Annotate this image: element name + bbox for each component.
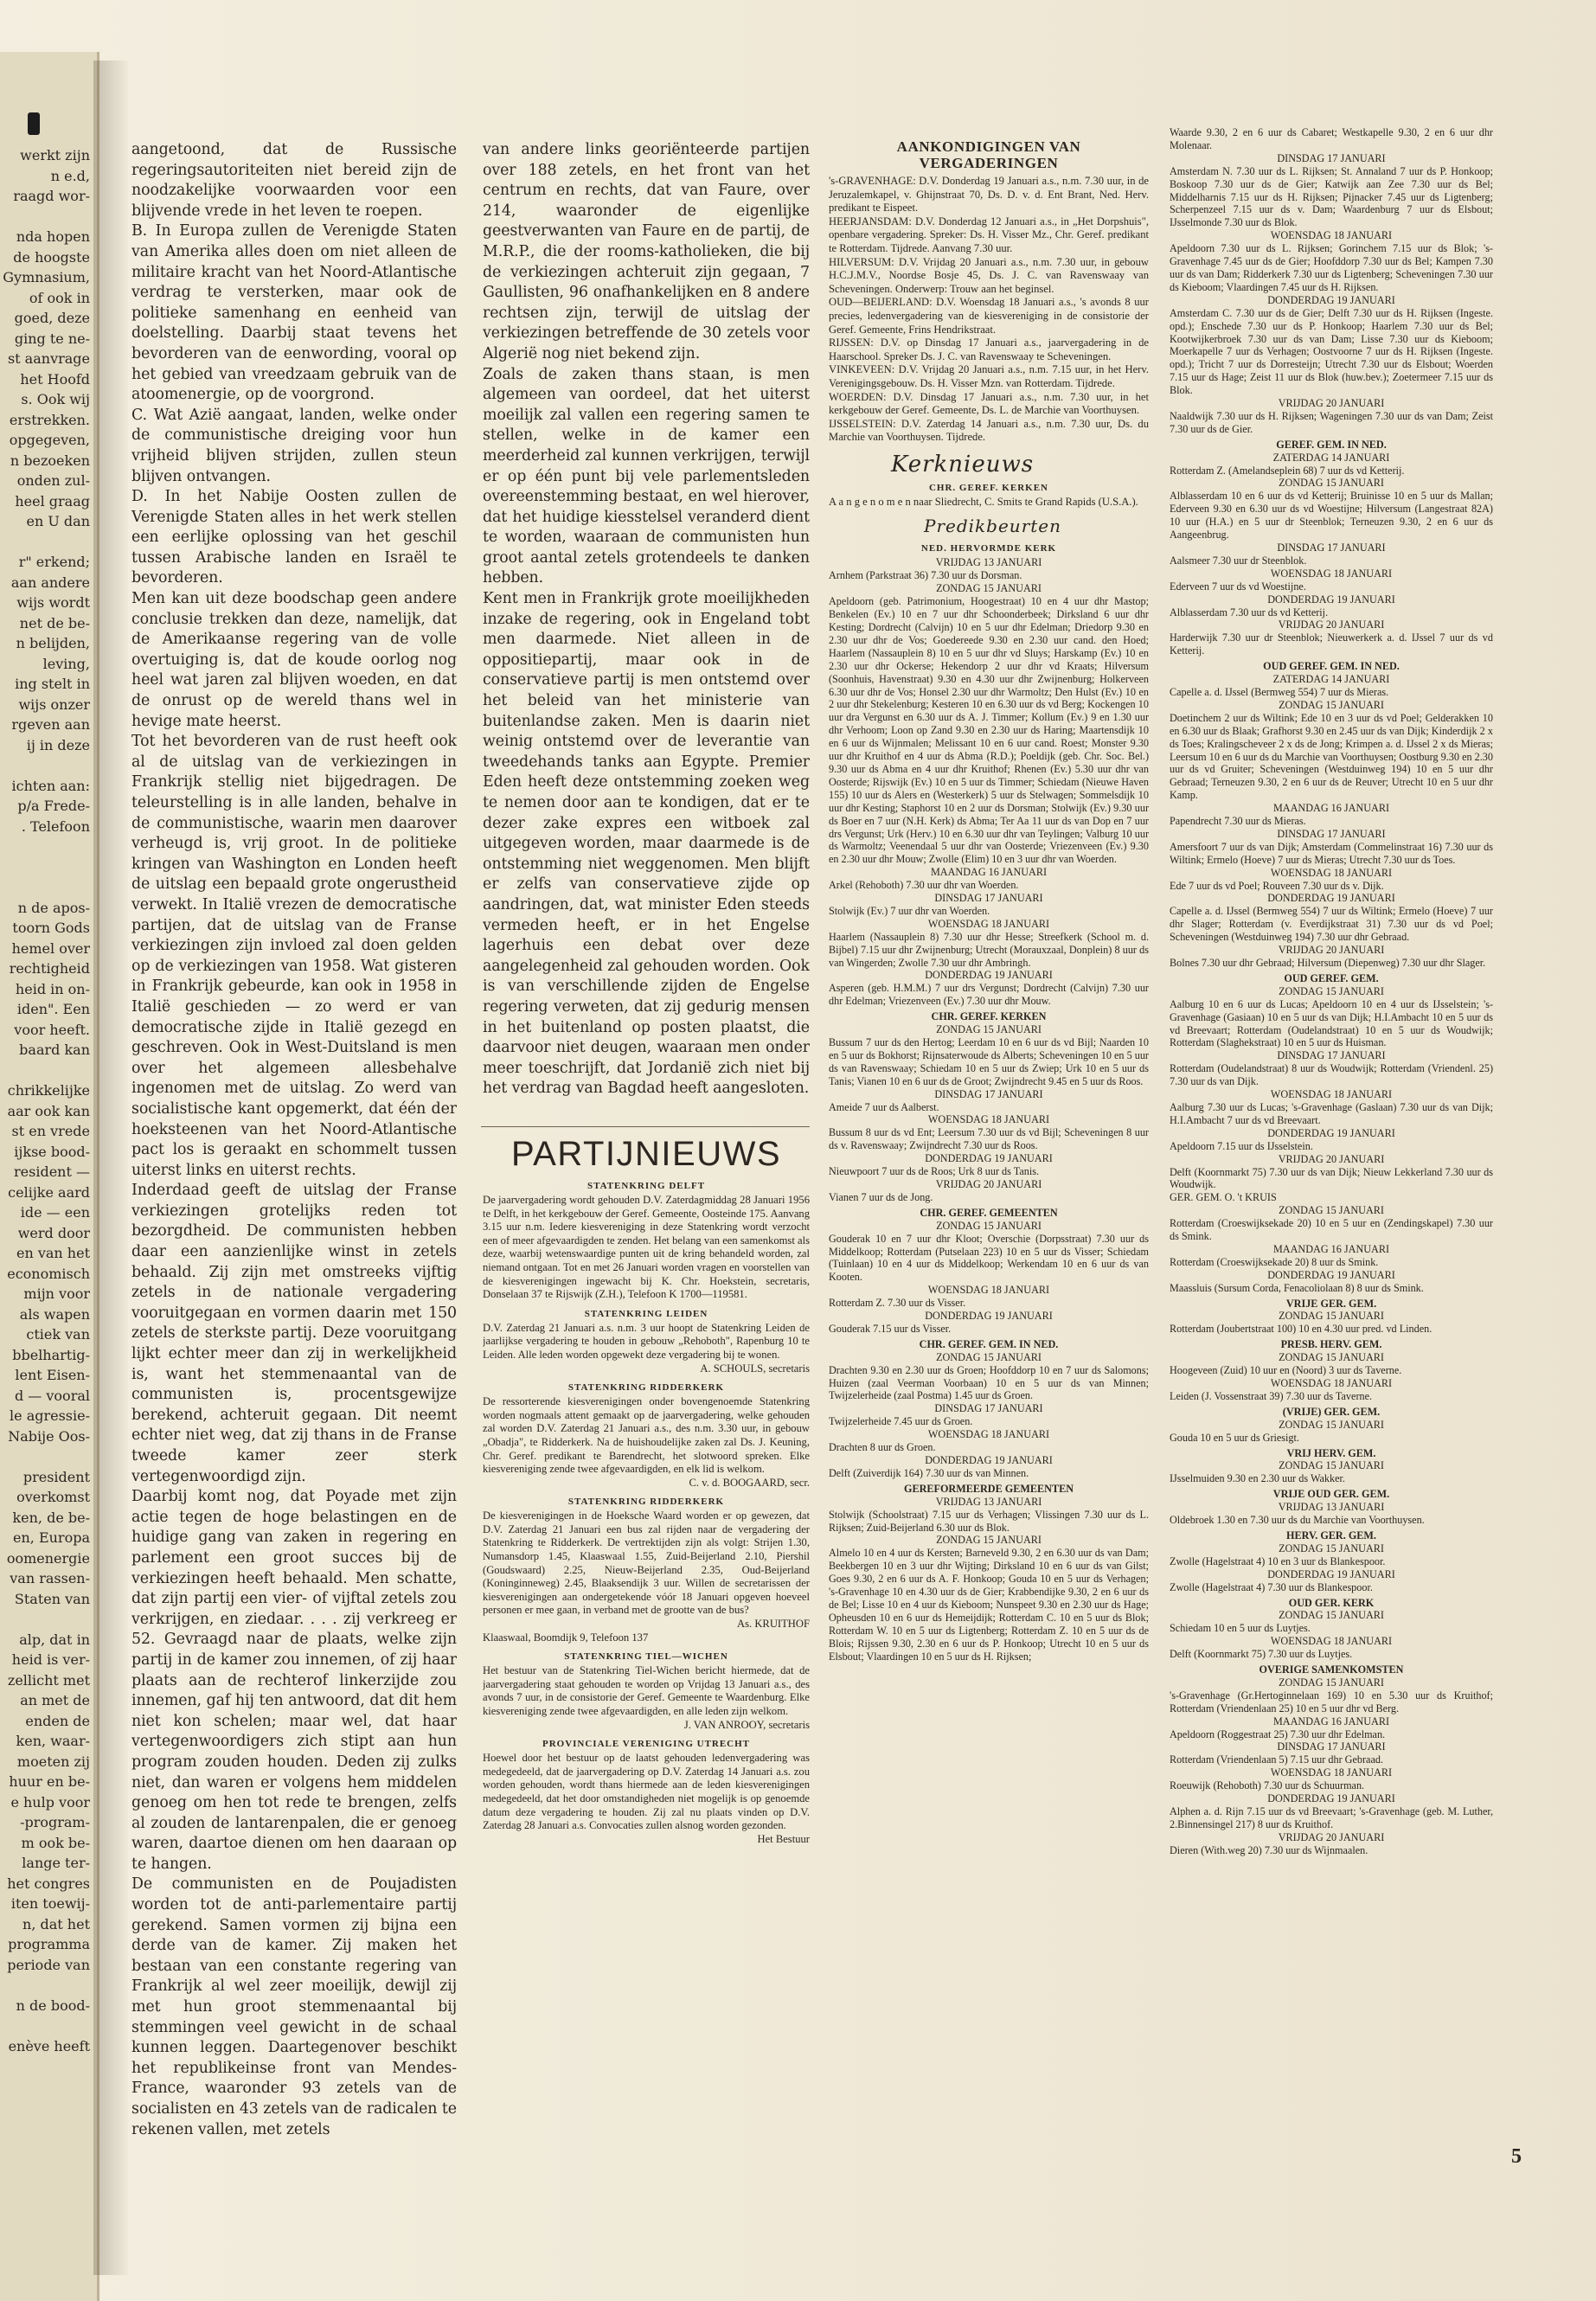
schedule-entry: Stolwijk (Schoolstraat) 7.15 uur ds Verhagen; Vlissingen 7.30 uur ds L. Rijksen; Zuid-Beijerland 6.30 uur ds Blok. <box>829 1508 1149 1534</box>
margin-line: ken, de be- <box>12 1509 90 1526</box>
schedule-entry: Alblasserdam 7.30 uur ds vd Ketterij. <box>1170 606 1329 619</box>
paragraph: van andere links georiënteerde partijen over 188 zetels, en het front van het centrum en rechts, dat van Faure, over 214, waaronder de eigenlijke geestverwanten van Faure en de partij, de M.R.P., die der rooms-katholieken, die bij de verkiezingen achteruit zijn gegaan, 7 Gaullisten, 96 onafhankelijken en 8 andere rechtsen zijn, terwijl de uitslag der verkiezingen betreffende de 30 zetels voor Algerië nog niet bekend zijn. <box>483 141 810 362</box>
schedule-heading: DONDERDAG 19 JANUARI <box>925 1152 1053 1165</box>
margin-line: ij in deze <box>26 736 90 753</box>
schedule-entry: Naaldwijk 7.30 uur ds H. Rijksen; Wageningen 7.30 uur ds van Dam; Zeist 7.30 uur ds de Gier. <box>1170 409 1493 435</box>
schedule-heading: DINSDAG 17 JANUARI <box>1277 542 1386 554</box>
partij-block-heading: STATENKRING DELFT <box>586 1181 706 1191</box>
margin-line: lange ter- <box>22 1855 90 1871</box>
announcement-item: 's-GRAVENHAGE: D.V. Donderdag 19 Januari a.s., n.m. 7.30 uur, in de Jeruzalemkapel, v. Ghijnstraat 70, Ds. D. v. d. Ent Brant, Ned. Herv. predikant te Eispeet. <box>829 175 1149 215</box>
schedule-heading: ZONDAG 15 JANUARI <box>936 1350 1042 1363</box>
schedule-heading: GEREFORMEERDE GEMEENTEN <box>903 1482 1074 1495</box>
partij-block-signature: Klaaswaal, Boomdijk 9, Telefoon 137 <box>483 1631 649 1644</box>
article-column-2 <box>483 140 810 1119</box>
margin-line: het congres <box>7 1875 90 1892</box>
margin-line: moeten zij <box>16 1753 90 1770</box>
margin-line: voor heeft. <box>14 1021 90 1038</box>
schedule-heading: WOENSDAG 18 JANUARI <box>927 917 1050 930</box>
schedule-entry: Haarlem (Nassauplein 8) 7.30 uur dhr Hesse; Streefkerk (School m. d. Bijbel) 7.15 uur dhr Zwijnenburg; Utrecht (Morauxzaal, Donplein) 8 uur ds van Wingerden; Zwolle 7.30 uur dhr Ambringh. <box>829 930 1149 969</box>
predikbeurten-subtitle: NED. HERVORMDE KERK <box>920 543 1057 554</box>
margin-line: huur en be- <box>9 1773 90 1790</box>
announcements-title: AANKONDIGINGEN VAN VERGADERINGEN <box>896 138 1081 171</box>
margin-line: iden". Een <box>16 1001 90 1017</box>
margin-line: p/a Frede- <box>17 798 90 814</box>
schedule-entry: Aalburg 10 en 6 uur ds Lucas; Apeldoorn 10 en 4 uur ds IJsselstein; 's-Gravenhage (Gasiaan) 10 en 5 uur ds van Dijk; H.I.Ambacht 10 en 5 uur ds vd Breevaart; Rotterdam (Oudelandstraat) 10 en 5 uur ds Woudwijk; Rotterdam (Slaghekstraat) 10 en 5 uur ds Huisman. <box>1170 997 1493 1049</box>
schedule-heading: VRIJDAG 13 JANUARI <box>935 556 1042 569</box>
schedule-entry: Drachten 9.30 en 2.30 uur ds Groen; Hoofddorp 10 en 7 uur ds Salomons; Huizen (zaal Veerman Voorbaan) 10 en 5 uur ds van Minnen; Twijzelerheide (zaal Postma) 1.45 uur ds Groen. <box>829 1363 1149 1402</box>
margin-line: net de be- <box>19 614 90 631</box>
schedule-entry: Bussum 7 uur ds den Hertog; Leerdam 10 en 6 uur ds vd Bijl; Naarden 10 en 5 uur ds Bokhorst; Rijnsaterwoude ds Alberts; Scheveningen 10 en 5 uur ds van Ravenswaay; Schiedam 10 en 5 uur ds Zwiep; Urk 10 en 5 uur ds Tanis; Vianen 10 en 6 uur ds de Groot; Zwijndrecht 9.45 en 5 uur ds Roos. <box>829 1036 1149 1087</box>
schedule-entry: Leiden (J. Vossenstraat 39) 7.30 uur ds Taverne. <box>1170 1389 1373 1402</box>
margin-line: aar ook kan <box>7 1102 90 1119</box>
margin-line: an met de <box>20 1692 90 1708</box>
schedule-heading: DONDERDAG 19 JANUARI <box>925 1454 1053 1466</box>
schedule-heading: MAANDAG 16 JANUARI <box>1272 802 1390 815</box>
announcement-item: OUD—BEIJERLAND: D.V. Woensdag 18 Januari a.s., 's avonds 8 uur precies, ledenvergadering van de kiesvereniging in de consistorie der Geref. Gemeente, Frins Hendrikstraat. <box>829 296 1149 336</box>
schedule-heading: ZONDAG 15 JANUARI <box>1279 1541 1384 1554</box>
schedule-entry: Alphen a. d. Rijn 7.15 uur ds vd Breevaart; 's-Gravenhage (geb. M. Luther, 2.Binnensingel 217) 8 uur ds Kruithof. <box>1170 1805 1493 1830</box>
schedule-heading: PRESB. HERV. GEM. <box>1280 1338 1382 1351</box>
margin-line: president <box>22 1468 90 1485</box>
margin-line: bbelhartig- <box>12 1346 90 1363</box>
schedule-entry: Rotterdam (Croeswijksekade 20) 10 en 5 uur en (Zendingskapel) 7.30 uur ds Smink. <box>1170 1217 1493 1243</box>
schedule-entry: Maassluis (Sursum Corda, Fenacoliolaan 8) 8 uur ds Smink. <box>1170 1281 1424 1294</box>
schedule-heading: ZONDAG 15 JANUARI <box>1279 1609 1384 1622</box>
schedule-entry: Arnhem (Parkstraat 36) 7.30 uur ds Dorsman. <box>829 569 1022 582</box>
schedule-entry: Amsterdam C. 7.30 uur ds de Gier; Delft 7.30 uur ds H. Rijksen (Ingeste. opd.); Enschede 7.30 uur ds P. Honkoop; Haarlem 7.30 uur ds Bel; Kootwijkerbroek 7.30 uur ds van Dam; Lisse 7.30 uur ds Kieboom; Moerkapelle 7 uur ds Verhagen; Oostvoorne 7 uur ds H. Rijksen (Ingeste. opd.); Tricht 7 uur ds Dorresteijn; Utrecht 7.30 uur ds Elsbout; Woerden 7.15 uur ds Hage; Zeist 11 uur ds Blok (huw.bev.); Zoetermeer 7.15 uur ds Blok. <box>1170 306 1493 397</box>
margin-line: n de bood- <box>16 1997 90 2014</box>
margin-line: ijkse bood- <box>14 1143 90 1160</box>
announcement-item: HILVERSUM: D.V. Vrijdag 20 Januari a.s., n.m. 7.30 uur, in gebouw H.C.J.M.V., Noordse Bosje 45, Ds. J. C. van Ravenswaay van Scheveningen. Onderwerp: Trouw aan het beginsel. <box>829 255 1149 295</box>
partij-block-signature: Het Bestuur <box>757 1832 810 1845</box>
schedule-heading: ZONDAG 15 JANUARI <box>1279 1310 1384 1323</box>
schedule-entry: Ede 7 uur ds vd Poel; Rouveen 7.30 uur ds v. Dijk. <box>1170 879 1384 892</box>
schedule-heading: VRIJ HERV. GEM. <box>1286 1446 1376 1459</box>
schedule-heading: ZONDAG 15 JANUARI <box>936 1023 1042 1036</box>
binder-clip-icon <box>28 112 40 135</box>
schedule-entry: Gouda 10 en 5 uur ds Griesigt. <box>1170 1431 1299 1444</box>
partij-block-signature: C. v. d. BOOGAARD, secr. <box>689 1476 810 1489</box>
margin-line: n, dat het <box>22 1915 90 1932</box>
schedule-heading: WOENSDAG 18 JANUARI <box>1270 567 1393 580</box>
schedule-entry: Papendrecht 7.30 uur ds Mieras. <box>1170 815 1306 828</box>
margin-line: n de apos- <box>17 899 90 916</box>
service-schedule-list <box>829 556 1149 1663</box>
schedule-heading: DINSDAG 17 JANUARI <box>934 1402 1043 1415</box>
schedule-entry: Doetinchem 2 uur ds Wiltink; Ede 10 en 3 uur ds vd Poel; Gelderakken 10 en 6.30 uur ds Blaak; Grafhorst 9.30 en 2.45 uur ds van Dijk; Kinderdijk 2 x ds Toes; Kralingscheveer 2 x ds de Jong; Krimpen a. d. IJssel 2 x ds Mieras; Leersum 10 en 6 uur ds du Marchie van Voorthuysen; Oostburg 9.30 en 2.30 uur ds vd Gruiter; Scheveningen (Westduinweg 194) 10 en 5 uur dhr Gebraad; Terneuzen 9.30, 2 en 6 uur ds de Reuver; Utrecht 10 en 5 uur dhr Kamp. <box>1170 711 1493 802</box>
service-schedule-column <box>1170 126 1493 2246</box>
schedule-heading: WOENSDAG 18 JANUARI <box>927 1113 1050 1126</box>
margin-line <box>0 755 90 776</box>
margin-line: toorn Gods <box>12 920 90 936</box>
margin-line: heid in on- <box>15 980 90 997</box>
section-rule <box>481 1126 810 1127</box>
schedule-heading: VRIJDAG 20 JANUARI <box>935 1177 1042 1190</box>
margin-line: ken, waar- <box>16 1733 90 1749</box>
schedule-entry: Drachten 8 uur ds Groen. <box>829 1441 936 1454</box>
schedule-heading: VRIJDAG 20 JANUARI <box>1278 397 1385 410</box>
partij-block-text: De ressorterende kiesverenigingen onder bovengenoemde Statenkring worden nogmaals attent gemaakt op de jaarvergadering, welke gehouden zal worden D.V. Zaterdag 21 Januari a.s., des n.m. 3.30 uur, in gebouw „Obadja", te Ridderkerk. Na de huishoudelijke zaken zal Ds. J. Keuning, Chr. Geref. predikant te Barendrecht, het slotwoord spreken. Elke kiesvereniging zende twee afgevaardigden, en elk lid is welkom. <box>483 1395 810 1476</box>
margin-line: goed, deze <box>14 310 90 326</box>
schedule-heading: VRIJE OUD GER. GEM. <box>1272 1488 1390 1501</box>
margin-line: ing stelt in <box>15 676 90 692</box>
paragraph: D. In het Nabije Oosten zullen de Verenigde Staten alles in het werk stellen een eerlijke oplossing van het geschil tussen Arabische landen en Israël te bevorderen. <box>131 488 457 587</box>
announcement-item: VINKEVEEN: D.V. Vrijdag 20 Januari a.s., n.m. 7.15 uur, in het Herv. Verenigingsgebouw. Ds. H. Visser Mzn. van Rotterdam. Tijdrede. <box>829 363 1149 389</box>
schedule-entry: Apeldoorn 7.15 uur ds IJsselstein. <box>1170 1139 1313 1152</box>
kerknieuws-subtitle: CHR. GEREF. KERKEN <box>928 482 1048 493</box>
partij-block-heading: STATENKRING RIDDERKERK <box>567 1497 725 1508</box>
schedule-heading: MAANDAG 16 JANUARI <box>1272 1242 1390 1255</box>
margin-line: e hulp voor <box>10 1793 90 1811</box>
schedule-heading: DONDERDAG 19 JANUARI <box>925 969 1053 982</box>
margin-line: ichten aan: <box>11 777 90 794</box>
margin-line: zellicht met <box>7 1671 90 1689</box>
margin-line: Nabije Oos- <box>8 1427 90 1445</box>
schedule-heading: DINSDAG 17 JANUARI <box>1277 151 1386 164</box>
schedule-heading: ZONDAG 15 JANUARI <box>936 1219 1042 1232</box>
partij-block-heading: STATENKRING RIDDERKERK <box>567 1382 725 1394</box>
margin-line: -program- <box>20 1814 90 1830</box>
partij-block-heading: PROVINCIALE VERENIGING UTRECHT <box>542 1739 751 1750</box>
schedule-heading: DONDERDAG 19 JANUARI <box>1267 1126 1395 1139</box>
schedule-entry: Oldebroek 1.30 en 7.30 uur ds du Marchie van Voorthuysen. <box>1170 1514 1425 1527</box>
schedule-entry: Harderwijk 7.30 uur dr Steenblok; Nieuwerkerk a. d. IJssel 7 uur ds vd Ketterij. <box>1170 631 1493 657</box>
margin-line: van rassen- <box>10 1570 90 1586</box>
schedule-heading: (VRIJE) GER. GEM. <box>1282 1405 1381 1418</box>
article-column-1 <box>131 140 457 2244</box>
margin-line <box>0 1446 90 1467</box>
schedule-entry: Almelo 10 en 4 uur ds Kersten; Barneveld 9.30, 2 en 6.30 uur ds van Dam; Beekbergen 10 en 3 uur dhr Wijting; Dirksland 10 en 6 uur ds van Gilst; Goes 9.30, 2 en 6 uur ds A. F. Honkoop; Gouda 10 en 5 uur ds Verhagen; 's-Gravenhage 10 en 4.30 uur ds de Gier; Krabbendijke 9.30, 2 en 6 uur ds de Bel; Lisse 10 en 4 uur ds Kieboom; Nunspeet 9.30 en 2.30 uur ds Hage; Opheusden 10 en 6 uur ds Hemeijdijk; Rotterdam C. 10 en 5 uur ds Blok; Rotterdam W. 10 en 5 uur ds Ligtenberg; Rotterdam Z. 10 en 5 uur ds de Blois; Rijssen 9.30, 2.30 en 6 uur ds P. Honkoop; Utrecht 10 en 5 uur ds Elsbout; Vlaardingen 10 en 5 uur ds H. Rijksen; <box>829 1547 1149 1663</box>
margin-line: m ook be- <box>21 1834 90 1851</box>
margin-line <box>0 532 90 553</box>
schedule-heading: OVERIGE SAMENKOMSTEN <box>1259 1663 1404 1676</box>
margin-line: programma <box>8 1936 90 1952</box>
schedule-entry: Hoogeveen (Zuid) 10 uur en (Noord) 3 uur ds Taverne. <box>1170 1364 1402 1377</box>
schedule-heading: CHR. GEREF. GEM. IN NED. <box>919 1337 1059 1350</box>
margin-line: lent Eisen- <box>15 1367 90 1383</box>
schedule-heading: VRIJDAG 13 JANUARI <box>935 1495 1042 1508</box>
margin-line: raagd wor- <box>13 188 90 204</box>
schedule-entry: Arkel (Rehoboth) 7.30 uur dhr van Woerden. <box>829 879 1019 892</box>
schedule-entry: Nieuwpoort 7 uur ds de Roos; Urk 8 uur ds Tanis. <box>829 1165 1039 1178</box>
schedule-heading: ZATERDAG 14 JANUARI <box>1272 673 1390 686</box>
margin-line: n bezoeken <box>10 452 90 469</box>
announcement-item: IJSSELSTEIN: D.V. Zaterdag 14 Januari a.s., n.m. 7.30 uur, Ds. du Marchie van Voorthuysen. Tijdrede. <box>829 417 1149 444</box>
margin-line: st aanvrage <box>7 350 90 367</box>
schedule-entry: Stolwijk (Ev.) 7 uur dhr van Woerden. <box>829 904 990 917</box>
schedule-entry: Ameide 7 uur ds Aalberst. <box>829 1100 939 1113</box>
schedule-entry: Zwolle (Hagelstraat 4) 7.30 uur ds Blankespoor. <box>1170 1580 1373 1593</box>
schedule-entry: Aalsmeer 7.30 uur dr Steenblok. <box>1170 554 1307 567</box>
margin-line: en, Europa <box>13 1529 90 1546</box>
schedule-heading: WOENSDAG 18 JANUARI <box>1270 229 1393 242</box>
schedule-heading: ZONDAG 15 JANUARI <box>1279 477 1384 490</box>
schedule-heading: ZONDAG 15 JANUARI <box>936 582 1042 595</box>
schedule-heading: DONDERDAG 19 JANUARI <box>1267 293 1395 306</box>
schedule-entry: Gouderak 10 en 7 uur dhr Kloot; Overschie (Dorpsstraat) 7.30 uur ds Middelkoop; Rotterdam (Putselaan 223) 10 en 5 uur ds Visser; Schiedam (Tuinlaan) 10 en 4 uur ds Middelkoop; Werkendam 10 en 6 uur ds van Kooten. <box>829 1232 1149 1284</box>
margin-line: aan andere <box>10 574 90 591</box>
schedule-heading: WOENSDAG 18 JANUARI <box>1270 1088 1393 1101</box>
schedule-heading: ZONDAG 15 JANUARI <box>1279 698 1384 711</box>
schedule-entry: Aalburg 7.30 uur ds Lucas; 's-Gravenhage (Gaslaan) 7.30 uur ds van Dijk; H.I.Ambacht 7 uur ds vd Breevaart. <box>1170 1100 1493 1126</box>
schedule-entry: Apeldoorn (geb. Patrimonium, Hoogestraat) 10 en 4 uur dhr Mastop; Benkelen (Ev.) 10 en 7 uur dhr Schoonderbeek; Dirksland 6 uur dhr Kesting; Dordrecht (Calvijn) 10 en 5 uur dhr Edelman; Driedorp 9.30 en 2.30 uur dhr de Vos; Goedereede 9.30 en 2.30 uur cand. den Hoed; Haarlem (Nassauplein 8) 10 en 5 uur dhr vd Sluys; Harskamp (Ev.) 10 en 2.30 uur dhr Ockerse; Hekendorp 2 uur dhr vd Kraats; Hilversum (Soonhuis, Havenstraat) 9.30 en 4.30 uur dhr Zwijnenburg; Holkerveen 6.30 uur dhr de Vos; Honsel 2.30 uur dhr Warmoltz; Den Hulst (Ev.) 10 en 2 uur dhr Stekelenburg; Kesteren 10 en 6.30 uur ds vd Berg; Kockengen 10 uur dra Vergunst en 6.30 uur ds A. J. Timmer; Kollum (Ev.) 9 en 1.30 uur dhr Verhoom; Loon op Zand 9.30 en 2.30 uur ds Haring; Maartensdijk 10 en 6 uur ds Wijnmalen; Melissant 10 en 6 uur cand. Roest; Monster 9.30 uur dhr Kruithof en 4 uur ds Abma (R.D.); Poeldijk (geb. Chr. Soc. Bel.) 9.30 uur ds Abma en 4 uur dhr Kruithof; Rhenen (Ev.) 5.30 uur dhr van Oosterde; Rijswijk (Ev.) 10 en 5 uur ds Timmer; Schiedam (Nieuwe Haven 155) 10 uur ds Alers en (Westerkerk) 5 uur ds Stelwagen; Sommelsdijk 10 uur dhr Kesting; Staphorst 10 en 2 uur ds Dorsman; Stolwijk (Ev.) 9.30 uur ds Boer en 7 uur (N.H. Kerk) ds Abma; Ter Aa 11 uur ds van Dop en 7 uur drs Vergunst; Urk (Herv.) 10 en 6.30 uur dhr van Teylingen; Valburg 10 uur ds Warmoltz; Veenendaal 5 uur dhr van Oosterde; Vriezenveen (Ev.) 9.30 en 2.30 uur dhr Mouw; Zwolle (Elim) 10 en 3 uur dhr van Woerden. <box>829 595 1149 866</box>
announcements-text <box>829 175 1149 445</box>
schedule-heading: DINSDAG 17 JANUARI <box>934 892 1043 905</box>
schedule-heading: OUD GEREF. GEM. <box>1284 971 1379 984</box>
margin-line: hemel over <box>11 939 90 957</box>
schedule-entry: Vianen 7 uur ds de Jong. <box>829 1190 933 1203</box>
schedule-heading: DONDERDAG 19 JANUARI <box>1267 1268 1395 1281</box>
margin-line <box>0 2016 90 2036</box>
schedule-heading: WOENSDAG 18 JANUARI <box>927 1428 1050 1441</box>
schedule-entry: Delft (Zuiverdijk 164) 7.30 uur ds van Minnen. <box>829 1466 1029 1479</box>
schedule-entry: Rotterdam (Vriendenlaan 5) 7.15 uur dhr Gebraad. <box>1170 1753 1383 1766</box>
announcement-item: RIJSSEN: D.V. op Dinsdag 17 Januari a.s., jaarvergadering in de Haarschool. Spreker Ds. J. C. van Ravenswaay te Scheveningen. <box>829 336 1149 362</box>
margin-line: leving, <box>42 655 90 672</box>
partij-block-signature: As. KRUITHOF <box>737 1618 810 1631</box>
schedule-heading: DONDERDAG 19 JANUARI <box>1267 593 1395 606</box>
margin-line: chrikkelijke <box>7 1082 90 1099</box>
paragraph: C. Wat Azië aangaat, landen, welke onder de communistische dreiging voor hun vrijheid blijven strijden, zullen steun blijven ontvangen. <box>131 406 457 485</box>
margin-line <box>0 836 90 857</box>
schedule-heading: DONDERDAG 19 JANUARI <box>925 1310 1053 1323</box>
predikbeurten-title: Predikbeurten <box>924 516 1062 537</box>
margin-line: wijs wordt <box>16 594 90 611</box>
margin-line: ging te ne- <box>14 330 90 347</box>
margin-line: als wapen <box>19 1305 90 1323</box>
schedule-heading: ZONDAG 15 JANUARI <box>1279 1351 1384 1364</box>
schedule-entry: Twijzelerheide 7.45 uur ds Groen. <box>829 1415 973 1428</box>
schedule-heading: ZONDAG 15 JANUARI <box>936 1534 1042 1547</box>
binding-strip <box>0 52 99 2301</box>
schedule-entry: Rotterdam Z. 7.30 uur ds Visser. <box>829 1297 966 1310</box>
paragraph: B. In Europa zullen de Verenigde Staten van Amerika alles doen om niet alleen de militaire kracht van het Noord-Atlantische verdrag te versterken, maar ook de politieke samenhang en eenheid van doelstelling. Daarbij staat tevens het bevorderen van de eenwording, vooral op het gebied van vreedzaam gebruik van de atoomenergie, op de voorgrond. <box>131 222 457 404</box>
partijnieuws-title: PARTIJNIEUWS <box>510 1135 782 1173</box>
paragraph: Men kan uit deze boodschap geen andere conclusie trekken dan deze, namelijk, dat de Amerikaanse regering van de volle overtuiging is, dat de koude oorlog nog heel wat jaren zal blijven woeden, en dat de onrust op de wereld thans wel in hevige mate heerst. <box>131 590 457 730</box>
announcement-item: WOERDEN: D.V. Dinsdag 17 Januari a.s., n.m. 7.30 uur, in het kerkgebouw der Geref. Gemeente, Ds. L. de Marchie van Voorthuysen. <box>829 390 1149 417</box>
margin-line <box>0 877 90 898</box>
schedule-heading: ZONDAG 15 JANUARI <box>1279 1676 1384 1689</box>
margin-line: le agressie- <box>10 1407 90 1424</box>
schedule-entry: Amersfoort 7 uur ds van Dijk; Amsterdam (Commelinstraat 16) 7.30 uur ds Wiltink; Ermelo (Hoeve) 7 uur ds Mieras; Utrecht 7.30 uur ds Toes. <box>1170 840 1493 866</box>
paragraph: Kent men in Frankrijk grote moeilijkheden inzake de regering, ook in Engeland tobt men daarmede. Niet alleen in de oppositiepartij, maar ook in de conservatieve partij is men ontstemd over het beleid van het ministerie van buitenlandse zaken. Men is daarin niet weinig ontstemd over de leverantie van tweedehands tanks aan Egypte. Premier Eden heeft deze ontstemming zoeken weg te nemen door aan te kondigen, dat er te dezer zake expres een witboek zal uitgegeven worden, maar daarmede is de ontstemming niet weggenomen. Men blijft er zelfs van conservatieve zijde op aandringen, dat, wat minister Eden steeds vermeden heeft, er in het Engelse lagerhuis een debat over deze aangelegenheid zal gehouden worden. Ook is van verschillende zijden de Engelse regering verweten, dat zij gedurig mensen in het buitenland op posten plaatst, die daarvoor niet deugen, waaraan men onder meer toeschrijft, dat Jordanië zich niet bij het verdrag van Bagdad heeft aangesloten. <box>483 590 810 1098</box>
margin-line: erstrekken. <box>9 411 90 428</box>
schedule-heading: DINSDAG 17 JANUARI <box>934 1087 1043 1100</box>
partij-block-text: De jaarvergadering wordt gehouden D.V. Zaterdagmiddag 28 Januari 1956 te Delft, in het kerkgebouw der Geref. Gemeente, Oosteinde 175. Aanvang 3.15 uur n.m. Iedere kiesvereniging in deze Statenkring wordt verzocht een of meer afgevaardigden te zenden. Het belang van een samenkomst als deze, waarbij wetenswaardige punten uit de kring behandeld worden, zal niemand ontgaan. Tot en met 26 Januari worden vragen en voorstellen van de kiesverenigingen ingewacht bij K. Chr. Hoekstein, secretaris, Donselaan 37 te Rijswijk (Z.H.), Telefoon K 1700—119581. <box>483 1194 810 1301</box>
partij-block-text: D.V. Zaterdag 21 Januari a.s. n.m. 3 uur hoopt de Statenkring Leiden de jaarlijkse vergadering te houden in gebouw „Rehoboth", Rapenburg 10 te Leiden. Alle leden worden opgewekt deze vergadering bij te wonen. <box>483 1321 810 1361</box>
margin-line: rgeven aan <box>11 716 90 733</box>
margin-line <box>0 1609 90 1630</box>
margin-line: mijn voor <box>23 1285 90 1302</box>
paragraph: Zoals de zaken thans staan, is men algemeen van oordeel, dat het uiterst moeilijk zal vallen een regering samen te stellen, welke in de kamer een meerderheid zal kunnen verkrijgen, terwijl er op één punt bij vele parlementsleden overeenstemming bestaat, en wel hierover, dat het huidige kiesstelsel veranderd dient te worden, waaraan de communisten hun groot aantal zetels grotendeels te danken hebben. <box>483 365 810 587</box>
schedule-heading: VRIJE GER. GEM. <box>1285 1297 1377 1310</box>
margin-line: d — vooral <box>14 1387 90 1404</box>
schedule-heading: MAANDAG 16 JANUARI <box>1272 1715 1390 1727</box>
schedule-entry: Bussum 8 uur ds vd Ent; Leersum 7.30 uur ds vd Bijl; Scheveningen 8 uur ds v. Ravenswaay; Zwijndrecht 7.30 uur ds Roos. <box>829 1126 1149 1152</box>
margin-line: heel graag <box>15 492 90 510</box>
margin-line: werd door <box>17 1224 90 1241</box>
schedule-entry: Apeldoorn 7.30 uur ds L. Rijksen; Gorinchem 7.15 uur ds Blok; 's-Gravenhage 7.45 uur ds de Gier; Hoofddorp 7.30 uur ds Bel; Kampen 7.30 uur ds van Dam; Ridderkerk 7.30 uur ds Ligtenberg; Scheveningen 7.30 uur ds Kieboom; Vlaardingen 7.45 uur ds H. Rijksen. <box>1170 242 1493 293</box>
margin-line: alp, dat in <box>19 1631 90 1648</box>
schedule-entry: Dieren (With.weg 20) 7.30 uur ds Wijnmaalen. <box>1170 1843 1368 1856</box>
margin-line: resident — <box>14 1163 90 1180</box>
schedule-heading: ZONDAG 15 JANUARI <box>1279 984 1384 997</box>
schedule-heading: HERV. GER. GEM. <box>1286 1529 1376 1541</box>
margin-line: . Telefoon <box>21 817 90 835</box>
kerknieuws-text: A a n g e n o m e n naar Sliedrecht, C. Smits te Grand Rapids (U.S.A.). <box>829 495 1138 508</box>
schedule-entry: Apeldoorn (Roggestraat 25) 7.30 uur dhr Edelman. <box>1170 1727 1386 1740</box>
schedule-heading: VRIJDAG 20 JANUARI <box>1278 1152 1385 1165</box>
margin-line <box>0 1975 90 1996</box>
partij-block-signature: A. SCHOULS, secretaris <box>700 1362 810 1375</box>
schedule-heading: CHR. GEREF. GEMEENTEN <box>920 1206 1058 1219</box>
schedule-heading: WOENSDAG 18 JANUARI <box>1270 866 1393 879</box>
schedule-entry: Asperen (geb. H.M.M.) 7 uur drs Vergunst; Dordrecht (Calvijn) 7.30 uur dhr Edelman; Vriezenveen (Ev.) 7.30 uur dhr Mouw. <box>829 982 1149 1008</box>
schedule-entry: Rotterdam Z. (Amelandseplein 68) 7 uur ds vd Ketterij. <box>1170 464 1405 477</box>
margin-line: werkt zijn <box>20 147 90 163</box>
schedule-heading: OUD GER. KERK <box>1288 1596 1375 1609</box>
margin-line: opgegeven, <box>9 432 90 448</box>
margin-line: baard kan <box>19 1042 90 1058</box>
schedule-heading: WOENSDAG 18 JANUARI <box>1270 1377 1393 1389</box>
schedule-heading: GEREF. GEM. IN NED. <box>1276 438 1387 451</box>
schedule-entry: Bolnes 7.30 uur dhr Gebraad; Hilversum (Diepenweg) 7.30 uur dhr Slager. <box>1170 957 1486 969</box>
margin-line: st en vrede <box>11 1123 90 1139</box>
paragraph: aangetoond, dat de Russische regeringsautoriteiten niet bereid zijn de noodzakelijke voorwaarden voor een blijvende vrede in het leven te roepen. <box>131 141 457 220</box>
schedule-heading: ZONDAG 15 JANUARI <box>1279 1459 1384 1472</box>
paragraph: Tot het bevorderen van de rust heeft ook al de uitslag van de verkiezingen in Frankrijk stellig niet bijgedragen. De teleurstelling is in alle landen, behalve in de communistische, waarin men daarover verheugd is, vrij groot. In de politieke kringen van Washington en Londen heeft de uitslag een bepaald grote ongerustheid verwekt. In Italië vrezen de democratische partijen, dat de uitslag van de Franse verkiezingen zijn invloed zal doen gelden op de verkiezingen van 1958. Wat gisteren in Frankrijk gebeurde, kan ook in 1958 in Italië geschieden — zo werd er van democratische zijde in Italië gezegd en geschreven. Ook in West-Duitsland is men over het algemeen allesbehalve ingenomen met de uitslag. Zo werd van socialistische kant opgemerkt, dat één der hoeksteenen van het Noord-Atlantische pact los is geraakt en schommelt tussen uiterst links en uiterst rechts. <box>131 733 457 1179</box>
schedule-entry: Alblasserdam 10 en 6 uur ds vd Ketterij; Bruinisse 10 en 5 uur ds Mallan; Ederveen 9.30 en 6.30 uur ds vd Woestijne; Hilversum (Langestraat 82A) 10 uur (H.A.) en 5 uur dr Steenblok; Terneuzen 9.30, 2 en 6 uur ds Aangeenbrug. <box>1170 490 1493 542</box>
margin-line: oomenergie <box>6 1549 90 1567</box>
margin-line: de hoogste <box>13 248 90 266</box>
schedule-heading: WOENSDAG 18 JANUARI <box>1270 1766 1393 1779</box>
schedule-entry: Capelle a. d. IJssel (Bermweg 554) 7 uur ds Mieras. <box>1170 685 1389 698</box>
margin-line: onden zul- <box>16 472 90 489</box>
announcements-column <box>829 138 1149 2249</box>
schedule-entry: GER. GEM. O. 't KRUIS <box>1170 1191 1277 1204</box>
page-number: 5 <box>1511 2145 1522 2168</box>
margin-line: n belijden, <box>16 635 90 651</box>
margin-line: s. Ook wij <box>21 391 90 407</box>
partij-block-signature: J. VAN ANROOY, secretaris <box>683 1718 810 1731</box>
margin-line: ide — een <box>20 1204 90 1221</box>
partij-block-heading: STATENKRING LEIDEN <box>584 1308 708 1319</box>
announcement-item: HEERJANSDAM: D.V. Donderdag 12 Januari a.s., in „Het Dorpshuis", openbare vergadering. Spreker: Ds. H. Visser Mz., Chr. Geref. predikant te Rotterdam. Tijdrede. Aanvang 7.30 uur. <box>829 215 1149 254</box>
schedule-heading: VRIJDAG 20 JANUARI <box>1278 619 1385 631</box>
schedule-entry: Delft (Koornmarkt 75) 7.30 uur ds van Dijk; Nieuw Lekkerland 7.30 uur ds Woudwijk. <box>1170 1165 1493 1191</box>
schedule-heading: WOENSDAG 18 JANUARI <box>927 1284 1050 1297</box>
schedule-entry: Roeuwijk (Rehoboth) 7.30 uur ds Schuurman. <box>1170 1779 1365 1792</box>
schedule-heading: VRIJDAG 20 JANUARI <box>1278 1830 1385 1843</box>
margin-line: periode van <box>7 1956 90 1973</box>
schedule-heading: DINSDAG 17 JANUARI <box>1277 827 1386 840</box>
paragraph: Daarbij komt nog, dat Poyade met zijn actie tegen de hoge belastingen en de huidige gang van zaken in regering en parlement een groot succes bij de verkiezingen heeft behaald. Men schatte, dat zijn partij een vier- of vijftal zetels zou verkrijgen, en ziedaar. . . . zij verkreeg er 52. Gevraagd naar de plaats, welke zijn partij in de kamer zou innemen, of zij haar plaats aan de rechterof linkerzijde zou innemen, gaf hij ten antwoord, dat dit hem niet kon schelen; maar wel, dat haar vertegenwoordigers zich stipt aan hun program zouden houden. Deden zij zulks niet, dan waren er volgens hem middelen genoeg om hen tot rede te brengen, zelfs al zouden de lantarenpalen, die er genoeg waren, daartoe dienen om hen daaraan op te hangen. <box>131 1488 457 1873</box>
margin-line: of ook in <box>29 289 90 306</box>
margin-line: wijs onzer <box>18 695 90 713</box>
margin-line <box>0 1061 90 1081</box>
schedule-heading: ZONDAG 15 JANUARI <box>1279 1418 1384 1431</box>
schedule-heading: DONDERDAG 19 JANUARI <box>1267 1792 1395 1805</box>
schedule-heading: DONDERDAG 19 JANUARI <box>1267 1567 1395 1580</box>
partij-block-text: Het bestuur van de Statenkring Tiel-Wichen bericht hiermede, dat de jaarvergadering staat gehouden te worden op Vrijdag 13 Januari a.s., des avonds 7 uur, in de consistorie der Geref. Gemeente te Waardenburg. Elke kiesvereniging zende twee afgevaardigden, en alle leden zijn welkom. <box>483 1664 810 1717</box>
margin-line: nda hopen <box>16 228 90 245</box>
schedule-entry: Waarde 9.30, 2 en 6 uur ds Cabaret; Westkapelle 9.30, 2 en 6 uur dhr Molenaar. <box>1170 126 1493 151</box>
schedule-heading: DONDERDAG 19 JANUARI <box>1267 892 1395 905</box>
partij-block-heading: STATENKRING TIEL—WICHEN <box>564 1651 728 1663</box>
margin-line: en U dan <box>26 513 90 529</box>
margin-line: Gymnasium, <box>3 269 90 285</box>
schedule-entry: Zwolle (Hagelstraat 4) 10 en 3 uur ds Blankespoor. <box>1170 1554 1386 1567</box>
schedule-entry: Ederveen 7 uur ds vd Woestijne. <box>1170 580 1306 593</box>
schedule-heading: VRIJDAG 20 JANUARI <box>1278 944 1385 957</box>
schedule-entry: Gouderak 7.15 uur ds Visser. <box>829 1322 952 1335</box>
schedule-heading: WOENSDAG 18 JANUARI <box>1270 1635 1393 1648</box>
partij-block-text: Hoewel door het bestuur op de laatst gehouden ledenvergadering was medegedeeld, dat de jaarvergadering op D.V. Zaterdag 14 Januari a.s. zou worden gehouden, wordt thans hiermede aan de leden kiesverenigingen medegedeeld, dat het door omstandigheden niet mogelijk is op genoemde datum deze vergadering te houden. Zij zal nu plaats vinden op D.V. Zaterdag 28 Januari a.s. Convocaties zullen alsnog worden gezonden. <box>483 1752 810 1832</box>
schedule-entry: Rotterdam (Oudelandstraat) 8 uur ds Woudwijk; Rotterdam (Vriendenl. 25) 7.30 uur ds van Dijk. <box>1170 1062 1493 1088</box>
margin-line: n e.d, <box>50 167 90 184</box>
margin-line: rechtigheid <box>9 960 90 977</box>
margin-line: economisch <box>7 1265 90 1282</box>
paragraph: Inderdaad geeft de uitslag der Franse verkiezingen grotelijks reden tot bezorgdheid. De communisten hebben daar een aanzienlijke winst in zetels behaald. Zij zijn met omstreeks vijftig zetels in de nationale vergadering vooruitgegaan en vormen daarin met 150 zetels de sterkste partij. Deze vooruitgang lijkt echter meer dan zij in werkelijkheid is, want het stemmenaantal van de communisten is, procentsgewijze berekend, achteruit gegaan. Dit neemt echter niet weg, dat zij thans in de Franse tweede kamer zeer sterk vertegenwoordigd zijn. <box>131 1182 457 1485</box>
margin-line: het Hoofd <box>20 370 90 388</box>
margin-line: iten toewij- <box>10 1895 90 1912</box>
schedule-entry: Amsterdam N. 7.30 uur ds L. Rijksen; St. Annaland 7 uur ds P. Honkoop; Boskoop 7.30 uur ds de Gier; Katwijk aan Zee 7.30 uur ds Bel; Middelharnis 7.15 uur ds H. Rijksen; Pijnacker 7.45 uur ds Ligtenberg; Scherpenzeel 7.15 uur ds v. Dam; Waardenburg 7 uur ds Elsbout; IJsselmonde 7.30 uur ds Blok. <box>1170 164 1493 229</box>
margin-line: Staten van <box>14 1590 90 1607</box>
schedule-heading: VRIJDAG 13 JANUARI <box>1278 1501 1385 1514</box>
schedule-entry: 's-Gravenhage (Gr.Hertoginnelaan 169) 10 en 5.30 uur ds Kruithof; Rotterdam (Vriendenlaan 25) 10 en 5 uur dhr vd Berg. <box>1170 1689 1493 1715</box>
margin-line <box>0 207 90 228</box>
margin-line: en van het <box>16 1245 90 1261</box>
schedule-heading: MAANDAG 16 JANUARI <box>930 866 1048 879</box>
schedule-entry: Rotterdam (Croeswijksekade 20) 8 uur ds Smink. <box>1170 1255 1379 1268</box>
margin-line <box>0 857 90 878</box>
schedule-heading: ZATERDAG 14 JANUARI <box>1272 451 1390 464</box>
partijnieuws-section <box>483 1135 810 2251</box>
schedule-heading: ZONDAG 15 JANUARI <box>1279 1204 1384 1217</box>
margin-line: ctiek van <box>26 1326 90 1343</box>
schedule-entry: IJsselmuiden 9.30 en 2.30 uur ds Wakker. <box>1170 1472 1345 1485</box>
margin-line: enève heeft <box>8 2037 90 2054</box>
schedule-heading: OUD GEREF. GEM. IN NED. <box>1263 660 1400 673</box>
margin-line: r" erkend; <box>18 554 90 570</box>
margin-line: heid is ver- <box>11 1651 90 1668</box>
previous-page-margin-text <box>0 145 95 2291</box>
partij-block-text: De kiesverenigingen in de Hoeksche Waard worden er op gewezen, dat D.V. Zaterdag 21 Januari een bus zal rijden naar de vergadering der Statenkring te Ridderkerk. De vertrektijden zijn als volgt: Strijen 1.30, Numansdorp 1.45, Klaaswaal 1.55, Zuid-Beijerland 2.10, Piershil (Goudswaard) 2.25, Nieuw-Beijerland 2.35, Oud-Beijerland (Koninginneweg) 2.45, Blaaksendijk 3 uur. Willen de secretarissen der kiesverenigingen aan ondergetekende vóór 18 Januari opgeven hoeveel personen er mee gaan, in verband met de grootte van de bus? <box>483 1509 810 1617</box>
schedule-heading: DINSDAG 17 JANUARI <box>1277 1740 1386 1753</box>
schedule-heading: CHR. GEREF. KERKEN <box>931 1010 1047 1023</box>
schedule-entry: Schiedam 10 en 5 uur ds Luytjes. <box>1170 1622 1311 1635</box>
schedule-heading: DINSDAG 17 JANUARI <box>1277 1049 1386 1062</box>
schedule-entry: Capelle a. d. IJssel (Bermweg 554) 7 uur ds Wiltink; Ermelo (Hoeve) 7 uur dhr Slager; Rotterdam (v. Everdijkstraat 31) 7.30 uur ds vd Poel; Scheveningen (Westduinweg 194) 7.30 uur dhr Gebraad. <box>1170 905 1493 944</box>
margin-line: overkomst <box>16 1489 90 1505</box>
kerknieuws-title: Kerknieuws <box>891 451 1035 478</box>
schedule-entry: Rotterdam (Joubertstraat 100) 10 en 4.30 uur pred. vd Linden. <box>1170 1323 1433 1336</box>
margin-line: enden de <box>25 1712 90 1729</box>
spine-shadow <box>93 61 128 2275</box>
schedule-entry: Delft (Koornmarkt 75) 7.30 uur ds Luytjes. <box>1170 1648 1353 1661</box>
margin-line: celijke aard <box>8 1183 90 1201</box>
paragraph: De communisten en de Poujadisten worden tot de anti-parlementaire partij gerekend. Samen vormen zij bijna een derde van de kamer. Zij maken het bestaan van een constante regering van Frankrijk al wel zeer moeilijk, dewijl zij met hun groot stemmenaantal bij stemmingen veel gewicht in de schaal kunnen leggen. Daartegenover beschikt het republikeinse front van Mendes-France, waaronder 93 zetels van de socialisten en 43 zetels van de radicalen te rekenen vallen, met zetels <box>131 1875 457 2138</box>
